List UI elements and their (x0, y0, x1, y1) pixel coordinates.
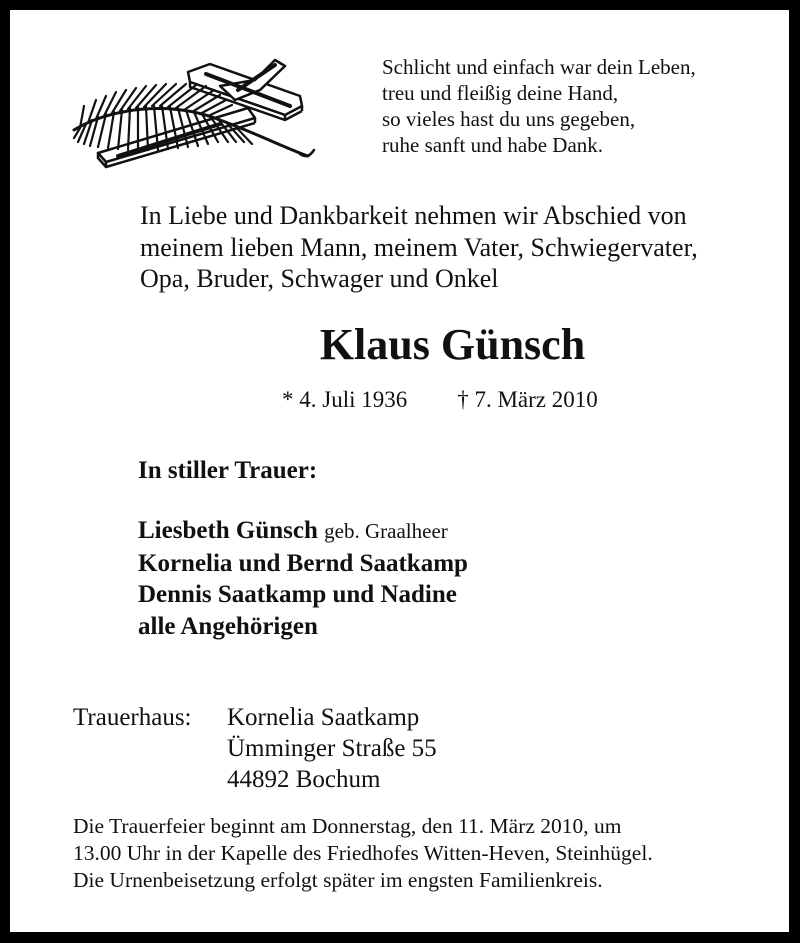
mourner-item: alle Angehörigen (138, 612, 318, 640)
intro-line: Opa, Bruder, Schwager und Onkel (140, 264, 499, 293)
mourner-name: Liesbeth Günsch (138, 517, 318, 544)
life-dates (282, 386, 598, 414)
address-line: Ümminger Straße 55 (227, 735, 437, 762)
address-line: 44892 Bochum (227, 766, 381, 793)
obituary-notice (10, 10, 789, 932)
intro-line: In Liebe und Dankbarkeit nehmen wir Abschied von (140, 201, 687, 230)
mourner-item: Dennis Saatkamp und Nadine (138, 581, 457, 608)
house-label: Trauerhaus: (73, 704, 192, 731)
deceased-name: Klaus Günsch (319, 320, 586, 369)
house-address (227, 702, 437, 795)
mourners-list (138, 515, 468, 642)
mourner-item: Kornelia und Bernd Saatkamp (138, 549, 468, 577)
service-line: Die Urnenbeisetzung erfolgt später im engsten Familienkreis. (73, 868, 603, 892)
intro-line: meinem lieben Mann, meinem Vater, Schwiegervater, (140, 232, 698, 262)
cross-with-palm-frond-icon (70, 50, 320, 170)
address-line: Kornelia Saatkamp (227, 704, 420, 731)
maiden-name-note: geb. Graalheer (324, 519, 448, 543)
verse-line: Schlicht und einfach war dein Leben, (382, 55, 696, 79)
verse-line: ruhe sanft und habe Dank. (382, 133, 604, 157)
verse-line: treu und fleißig deine Hand, (382, 81, 619, 105)
memorial-verse (382, 54, 696, 158)
mourner-item (138, 515, 468, 548)
verse-line: so vieles hast du uns gegeben, (382, 107, 636, 131)
service-line: 13.00 Uhr in der Kapelle des Friedhofes Witten-Heven, Steinhügel. (73, 841, 653, 865)
birth-date: * 4. Juli 1936 (282, 387, 408, 412)
mourners-heading: In stiller Trauer: (138, 457, 318, 484)
death-date: † 7. März 2010 (457, 387, 598, 412)
farewell-intro (140, 200, 698, 295)
service-line: Die Trauerfeier beginnt am Donnerstag, den 11. März 2010, um (73, 814, 622, 838)
funeral-service-info (73, 813, 653, 894)
